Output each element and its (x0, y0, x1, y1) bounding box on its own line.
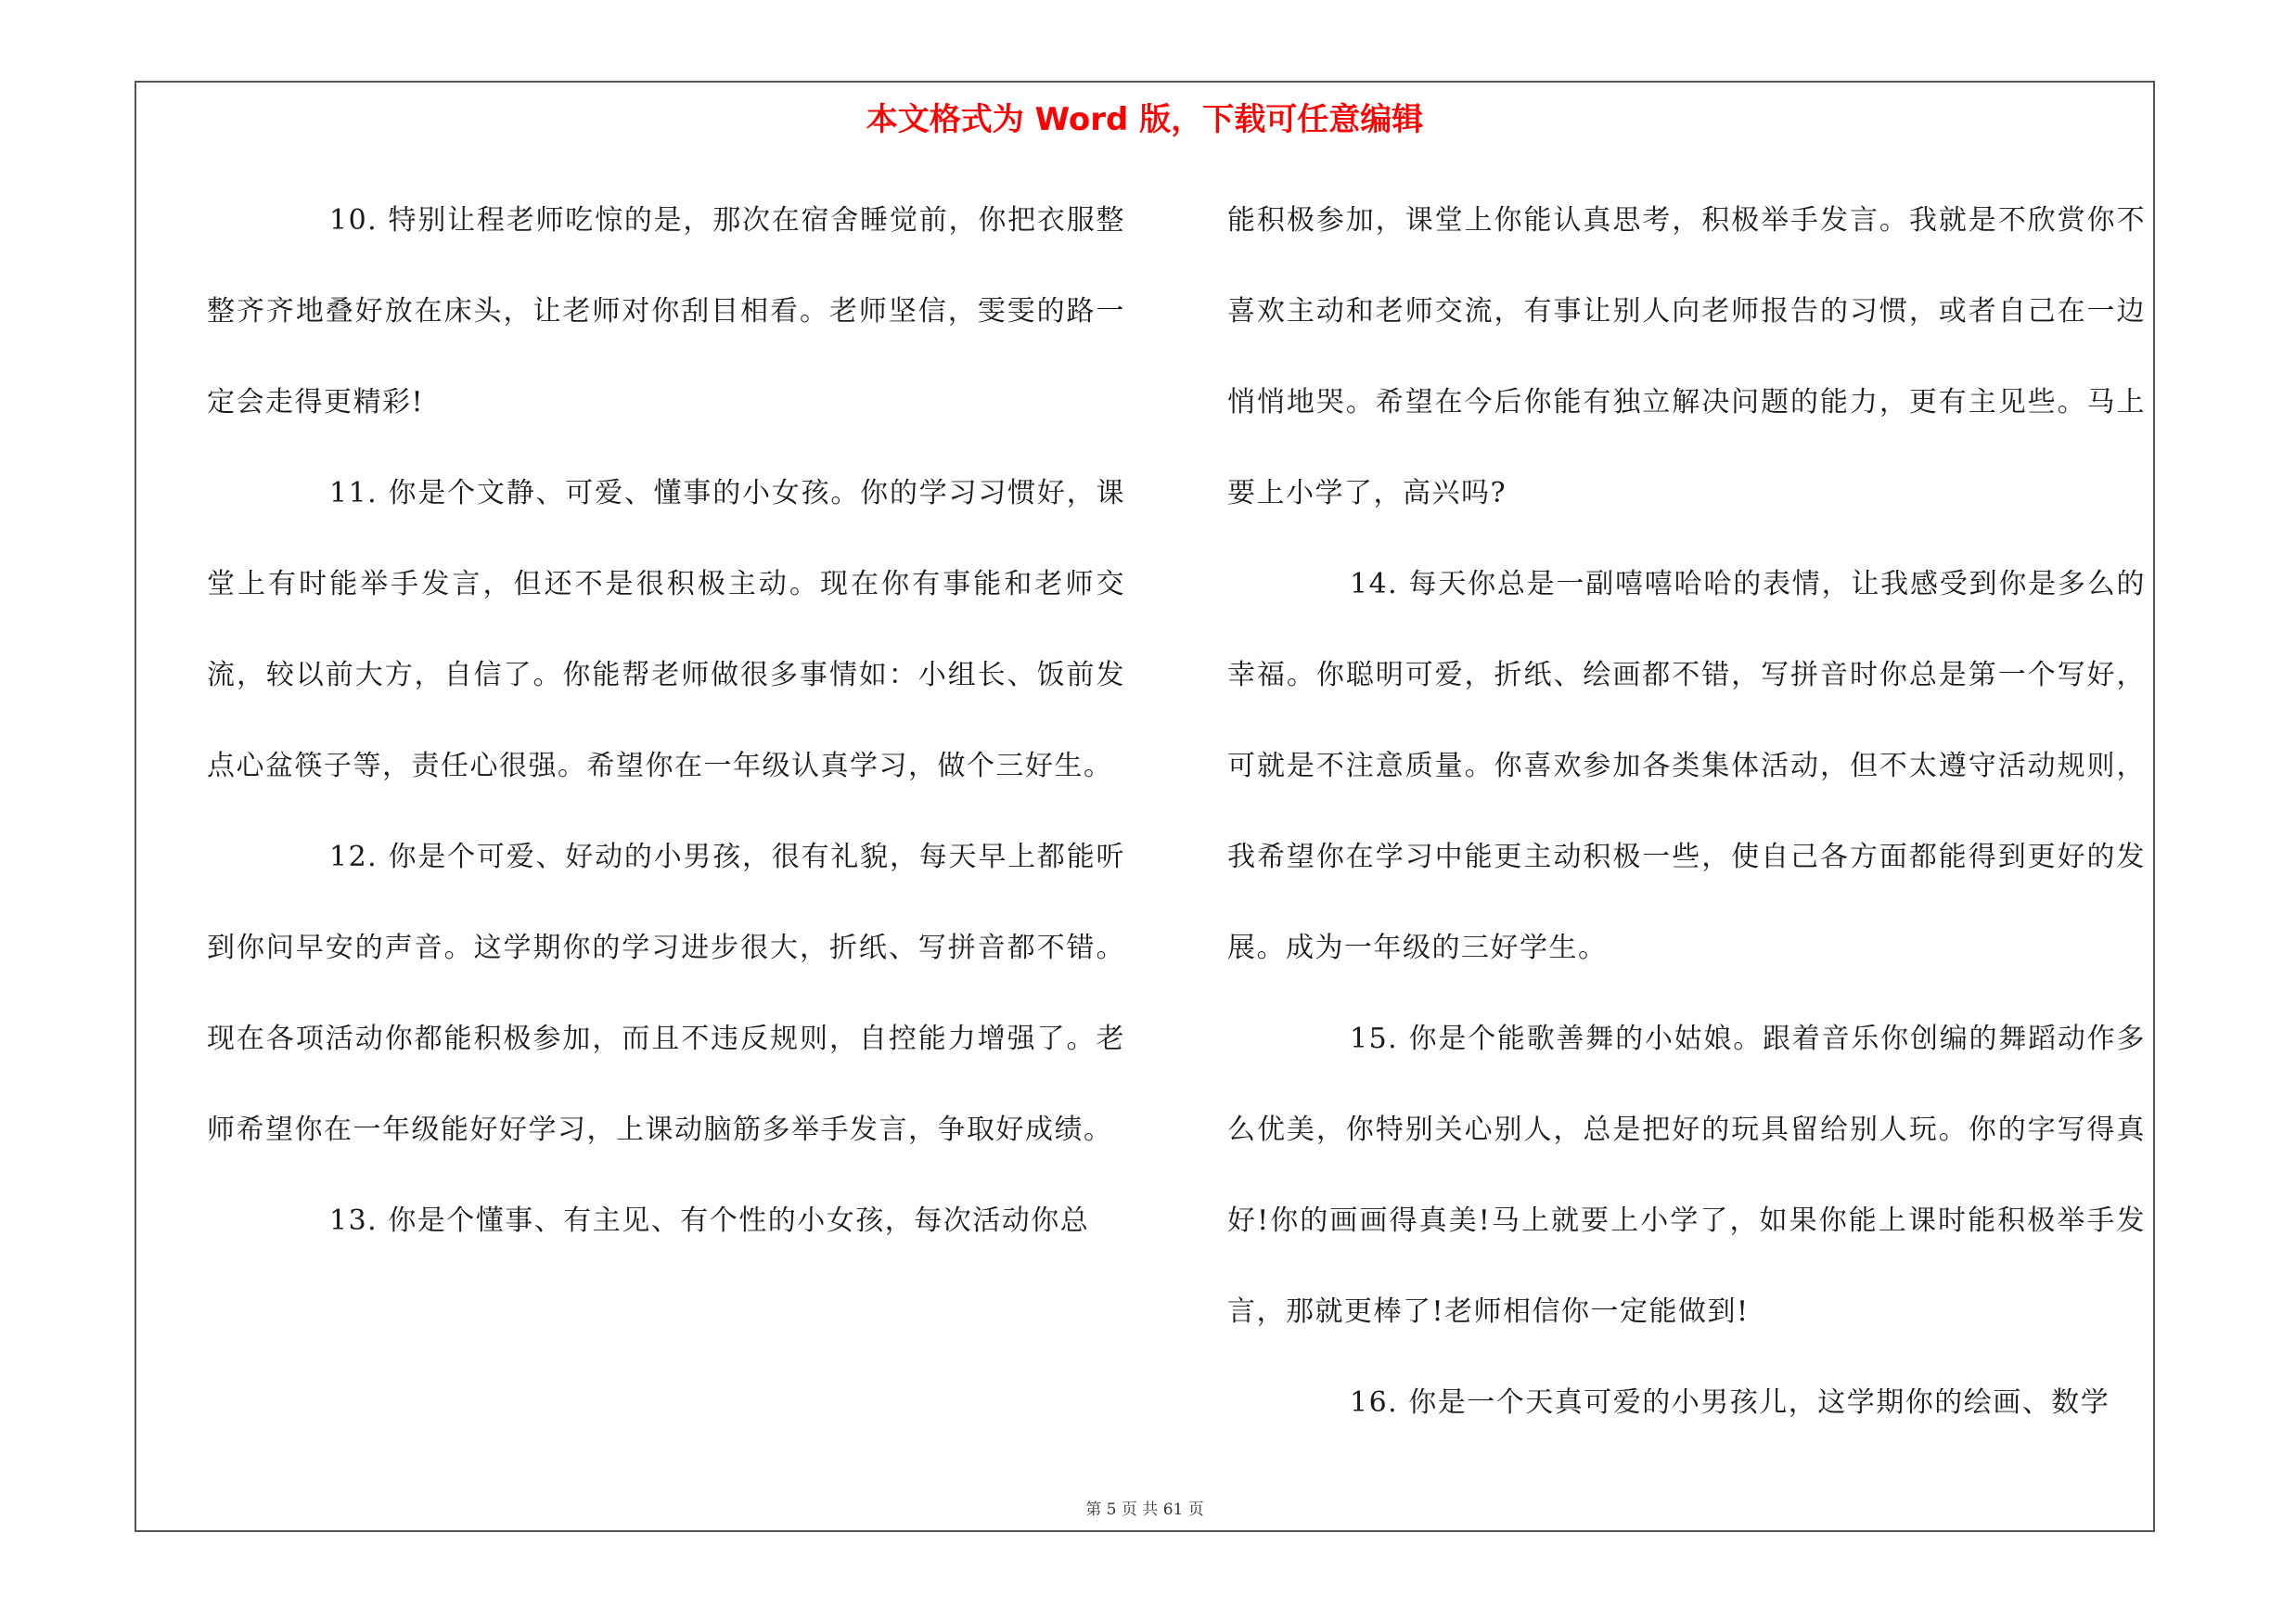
document-page (135, 81, 2155, 1532)
paragraph-13-continued: 能积极参加，课堂上你能认真思考，积极举手发言。我就是不欣赏你不喜欢主动和老师交流，有事让别人向老师报告的习惯，或者自己在一边悄悄地哭。希望在今后你能有独立解决问题的能力，更有主见些。马上要上小学了，高兴吗? (1227, 204, 2146, 509)
paragraph-14: 14. 每天你总是一副嘻嘻哈哈的表情，让我感受到你是多么的幸福。你聪明可爱，折纸、绘画都不错，写拼音时你总是第一个写好，可就是不注意质量。你喜欢参加各类集体活动，但不太遵守活动规则，我希望你在学习中能更主动积极一些，使自己各方面都能得到更好的发展。成为一年级的三好学生。 (1227, 568, 2146, 964)
paragraph-10: 10. 特别让程老师吃惊的是，那次在宿舍睡觉前，你把衣服整整齐齐地叠好放在床头，让老师对你刮目相看。老师坚信，雯雯的路一定会走得更精彩! (207, 204, 1125, 419)
page-number-footer: 第 5 页 共 61 页 (1085, 1501, 1204, 1519)
document-header-title: 本文格式为 Word 版，下载可任意编辑 (866, 101, 1424, 138)
right-column (1227, 175, 2146, 1449)
paragraph-15: 15. 你是个能歌善舞的小姑娘。跟着音乐你创编的舞蹈动作多么优美，你特别关心别人，总是把好的玩具留给别人玩。你的字写得真好!你的画画得真美!马上就要上小学了，如果你能上课时能积极举手发言，那就更棒了!老师相信你一定能做到! (1227, 1023, 2146, 1328)
paragraph-11: 11. 你是个文静、可爱、懂事的小女孩。你的学习习惯好，课堂上有时能举手发言，但还不是很积极主动。现在你有事能和老师交流，较以前大方，自信了。你能帮老师做很多事情如：小组长、饭前发点心盆筷子等，责任心很强。希望你在一年级认真学习，做个三好生。 (207, 477, 1125, 782)
left-column (207, 175, 1125, 1267)
paragraph-12: 12. 你是个可爱、好动的小男孩，很有礼貌，每天早上都能听到你问早安的声音。这学期你的学习进步很大，折纸、写拼音都不错。现在各项活动你都能积极参加，而且不违反规则，自控能力增强了。老师希望你在一年级能好好学习，上课动脑筋多举手发言，争取好成绩。 (207, 841, 1125, 1146)
paragraph-13: 13. 你是个懂事、有主见、有个性的小女孩，每次活动你总 (329, 1204, 1090, 1237)
paragraph-16: 16. 你是一个天真可爱的小男孩儿，这学期你的绘画、数学 (1350, 1386, 2110, 1419)
